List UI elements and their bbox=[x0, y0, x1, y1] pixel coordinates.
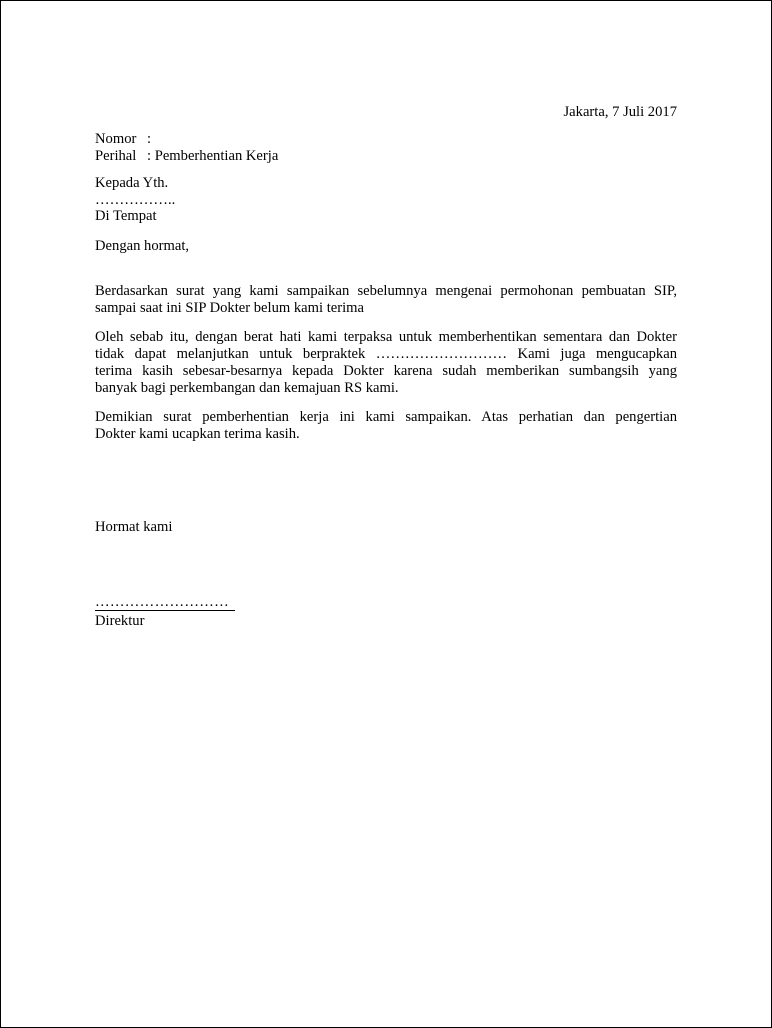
paragraph-3 bbox=[95, 409, 677, 443]
perihal-label: Perihal bbox=[95, 148, 137, 164]
nomor-label: Nomor bbox=[95, 131, 137, 147]
perihal-value: : Pemberhentian Kerja bbox=[147, 148, 279, 164]
recipient-greeting: Kepada Yth. bbox=[95, 175, 169, 191]
recipient-name-placeholder: …………….. bbox=[95, 192, 176, 208]
paragraph-3-line-2: Dokter kami ucapkan terima kasih. bbox=[95, 426, 300, 442]
paragraph-3-line-1: Demikian surat pemberhentian kerja ini kami sampaikan. Atas perhatian dan pengertian bbox=[95, 409, 677, 425]
salutation: Dengan hormat, bbox=[95, 238, 190, 254]
paragraph-2-line-2: tidak dapat melanjutkan untuk berpraktek ……………………… Kami juga mengucapkan bbox=[95, 346, 677, 362]
paragraph-1-line-1: Berdasarkan surat yang kami sampaikan sebelumnya mengenai permohonan pembuatan SIP, bbox=[95, 283, 677, 299]
paragraph-1 bbox=[95, 283, 677, 317]
nomor-row bbox=[95, 131, 151, 148]
paragraph-2-line-4: banyak bagi perkembangan dan kemajuan RS kami. bbox=[95, 380, 399, 396]
recipient-place: Di Tempat bbox=[95, 208, 157, 224]
paragraph-2-line-1: Oleh sebab itu, dengan berat hati kami terpaksa untuk memberhentikan sementara dan Dokter bbox=[95, 329, 677, 345]
paragraph-2 bbox=[95, 329, 677, 397]
letter-date: Jakarta, 7 Juli 2017 bbox=[563, 104, 677, 120]
signer-title: Direktur bbox=[95, 613, 145, 629]
perihal-row bbox=[95, 148, 278, 165]
signature-line: ……………………… bbox=[95, 594, 235, 611]
nomor-value: : bbox=[147, 131, 152, 147]
paragraph-2-line-3: terima kasih sebesar-besarnya kepada Dokter karena sudah memberikan sumbangsih yang bbox=[95, 363, 677, 379]
closing: Hormat kami bbox=[95, 519, 173, 535]
paragraph-1-line-2: sampai saat ini SIP Dokter belum kami terima bbox=[95, 300, 364, 316]
